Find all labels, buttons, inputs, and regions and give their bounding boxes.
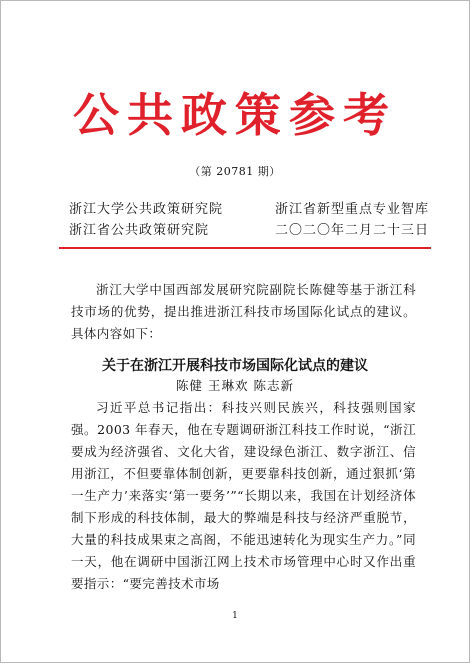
report-title: 关于在浙江开展科技市场国际化试点的建议 [102, 358, 368, 374]
body-paragraph: 习近平总书记指出：科技兴则民族兴，科技强则国家强。2003 年春天，他在专题调研浙江科技工作时说，“浙江要成为经济强省、文化大省，建设绿色浙江、数字浙江、信用浙江，不但要靠体制创新，更要靠科技创新，通过狠抓‘第一生产力’来落实‘第一要务’”“长期以来，我国在计划经济体制下形成的科技体制，最大的弊端是科技与经济严重脱节，大量的科技成果束之高阁，不能迅速转化为现实生产力。”同一天，他在调研中国浙江网上技术市场管理中心时又作出重要指示：“要完善技术市场 [71, 400, 416, 591]
page-number: 1 [232, 611, 238, 621]
masthead-title: 公共政策参考 [73, 88, 397, 142]
authors: 陈健 王琳欢 陈志新 [176, 378, 294, 393]
org-left-2: 浙江省公共政策研究院 [69, 223, 210, 238]
issue-number: （第 20781 期） [189, 165, 281, 178]
intro-paragraph: 浙江大学中国西部发展研究院副院长陈健等基于浙江科技市场的优势，提出推进浙江科技市场国际化试点的建议。具体内容如下： [71, 282, 416, 341]
org-left-1: 浙江大学公共政策研究院 [69, 202, 224, 217]
org-right-1: 浙江省新型重点专业智库 [274, 202, 429, 217]
header-divider [59, 247, 431, 249]
publication-date: 二〇二〇年二月二十三日 [274, 223, 429, 238]
